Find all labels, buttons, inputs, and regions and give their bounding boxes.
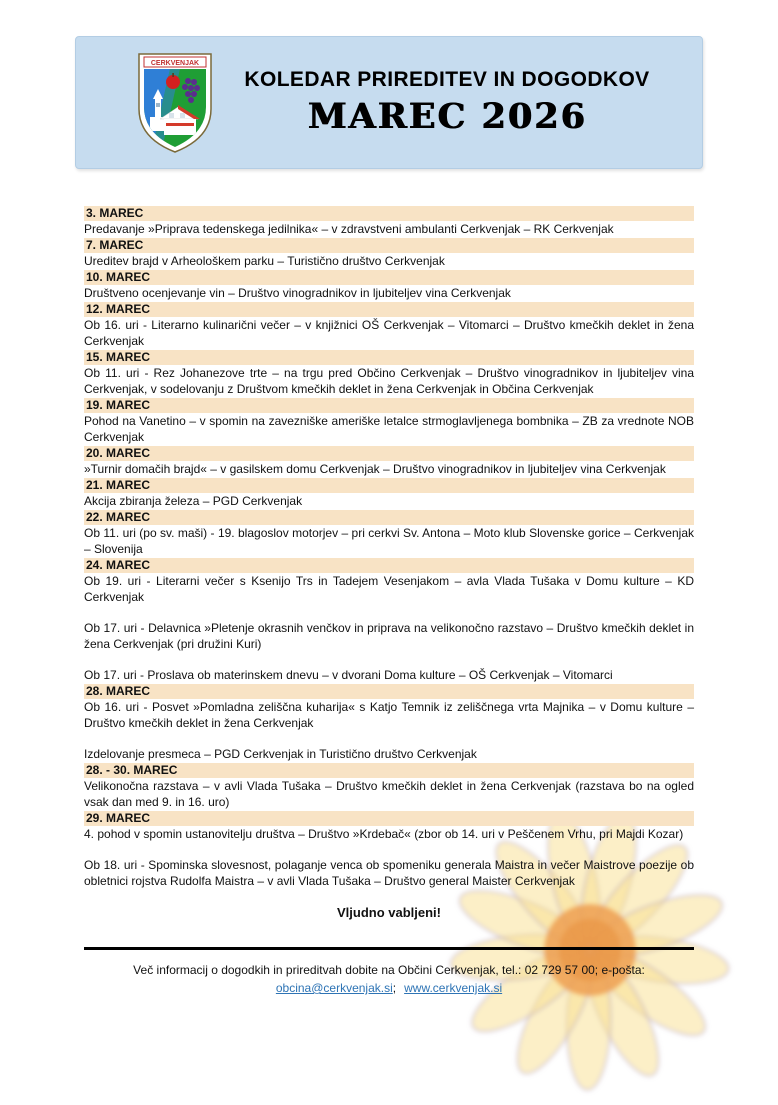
event-date-header: 15. MAREC: [84, 350, 694, 365]
event-description: Pohod na Vanetino – v spomin na zavezniške ameriške letalce strmoglavljenega bombnika – ZB za vrednote NOB Cerkvenjak: [84, 414, 694, 444]
closing-invitation: Vljudno vabljeni!: [336, 905, 441, 920]
event-description: Ob 16. uri - Literarno kulinarični večer – v knjižnici OŠ Cerkvenjak – Vitomarci – Društvo kmečkih deklet in žena Cerkvenjak: [84, 318, 694, 348]
event-description: Ob 11. uri - Rez Johanezove trte – na trgu pred Občino Cerkvenjak – Društvo vinogradnikov in ljubiteljev vina Cerkvenjak, v sodelovanju z Društvom kmečkih deklet in žena Cerkvenjak in Občina Cerkvenjak: [84, 366, 694, 396]
event-section: [84, 302, 694, 349]
cerkvenjak-coat-of-arms-icon: [136, 51, 214, 155]
links-separator: ;: [392, 981, 397, 995]
event-description: Ob 19. uri - Literarni večer s Ksenijo Trs in Tadejem Vesenjakom – avla Vlada Tušaka v Domu kulture – KD Cerkvenjak: [84, 574, 694, 604]
event-date-header: 24. MAREC: [84, 558, 694, 573]
header-banner: [75, 36, 703, 169]
event-description: Ureditev brajd v Arheološkem parku – Turistično društvo Cerkvenjak: [84, 254, 445, 268]
event-section: [84, 763, 694, 810]
event-date-header: 10. MAREC: [84, 270, 694, 285]
event-date-header: 28. - 30. MAREC: [84, 763, 694, 778]
footer-divider: [84, 947, 694, 950]
email-link[interactable]: obcina@cerkvenjak.si: [275, 981, 393, 995]
event-description: Društveno ocenjevanje vin – Društvo vinogradnikov in ljubiteljev vina Cerkvenjak: [84, 286, 511, 300]
event-section: [84, 478, 694, 509]
event-section: [84, 811, 694, 889]
event-date-header: 12. MAREC: [84, 302, 694, 317]
event-description: Izdelovanje presmeca – PGD Cerkvenjak in Turistično društvo Cerkvenjak: [84, 747, 477, 761]
event-date-header: 22. MAREC: [84, 510, 694, 525]
event-description: Ob 18. uri - Spominska slovesnost, polaganje venca ob spomeniku generala Maistra in večer Maistrove poezije ob obletnici rojstva Rudolfa Maistra – v avli Vlada Tušaka – Društvo general Maister Cerkvenjak: [84, 858, 694, 888]
phone-number: 02 729 57 00: [524, 963, 595, 977]
event-date-header: 28. MAREC: [84, 684, 694, 699]
event-calendar: [84, 205, 694, 997]
website-link[interactable]: www.cerkvenjak.si: [404, 981, 503, 995]
event-date-header: 7. MAREC: [84, 238, 694, 253]
event-description: Akcija zbiranja železa – PGD Cerkvenjak: [84, 494, 303, 508]
event-section: [84, 558, 694, 683]
event-description: »Turnir domačih brajd« – v gasilskem domu Cerkvenjak – Društvo vinogradnikov in ljubiteljev vina Cerkvenjak: [84, 462, 666, 476]
event-date-header: 3. MAREC: [84, 206, 694, 221]
event-section: [84, 206, 694, 237]
event-section: [84, 350, 694, 397]
event-description: Ob 17. uri - Proslava ob materinskem dnevu – v dvorani Doma kulture – OŠ Cerkvenjak – Vitomarci: [84, 668, 613, 682]
event-section: [84, 684, 694, 762]
event-section: [84, 398, 694, 445]
footer-links-line: [84, 979, 694, 997]
event-date-header: 29. MAREC: [84, 811, 694, 826]
event-date-header: 19. MAREC: [84, 398, 694, 413]
event-date-header: 20. MAREC: [84, 446, 694, 461]
event-section: [84, 510, 694, 557]
events-list: [84, 206, 694, 889]
footer-contact: [84, 961, 694, 997]
event-section: [84, 270, 694, 301]
poster-month-title: MAREC 2026: [307, 96, 587, 137]
event-description: Velikonočna razstava – v avli Vlada Tušaka – Društvo kmečkih deklet in žena Cerkvenjak (razstava bo na ogled vsak dan med 9. in 16. uro): [84, 779, 694, 809]
event-description: Ob 17. uri - Delavnica »Pletenje okrasnih venčkov in priprava na velikonočno razstavo – Društvo kmečkih deklet in žena Cerkvenjak (pri družini Kuri): [84, 621, 694, 651]
event-description: Predavanje »Priprava tedenskega jedilnika« – v zdravstveni ambulanti Cerkvenjak – RK Cerkvenjak: [84, 222, 614, 236]
event-date-header: 21. MAREC: [84, 478, 694, 493]
event-description: Ob 16. uri - Posvet »Pomladna zeliščna kuharija« s Katjo Temnik iz zeliščnega vrta Majnika – v Domu kulture – Društvo kmečkih deklet in žena Cerkvenjak: [84, 700, 694, 730]
svg-text:CERKVENJAK: CERKVENJAK: [150, 59, 200, 67]
footer-info-line: Več informacij o dogodkih in prireditvah dobite na Občini Cerkvenjak, tel.: 02 729 57 00; e-pošta:: [133, 963, 645, 977]
event-section: [84, 238, 694, 269]
event-description: Ob 11. uri (po sv. maši) - 19. blagoslov motorjev – pri cerkvi Sv. Antona – Moto klub Slovenske gorice – Cerkvenjak – Slovenija: [84, 526, 694, 556]
poster-title: KOLEDAR PRIREDITEV IN DOGODKOV: [244, 68, 650, 91]
event-description: 4. pohod v spomin ustanovitelju društva – Društvo »Krdebač« (zbor ob 14. uri v Peščenem Vrhu, pri Majdi Kozar): [84, 827, 684, 841]
event-section: [84, 446, 694, 477]
